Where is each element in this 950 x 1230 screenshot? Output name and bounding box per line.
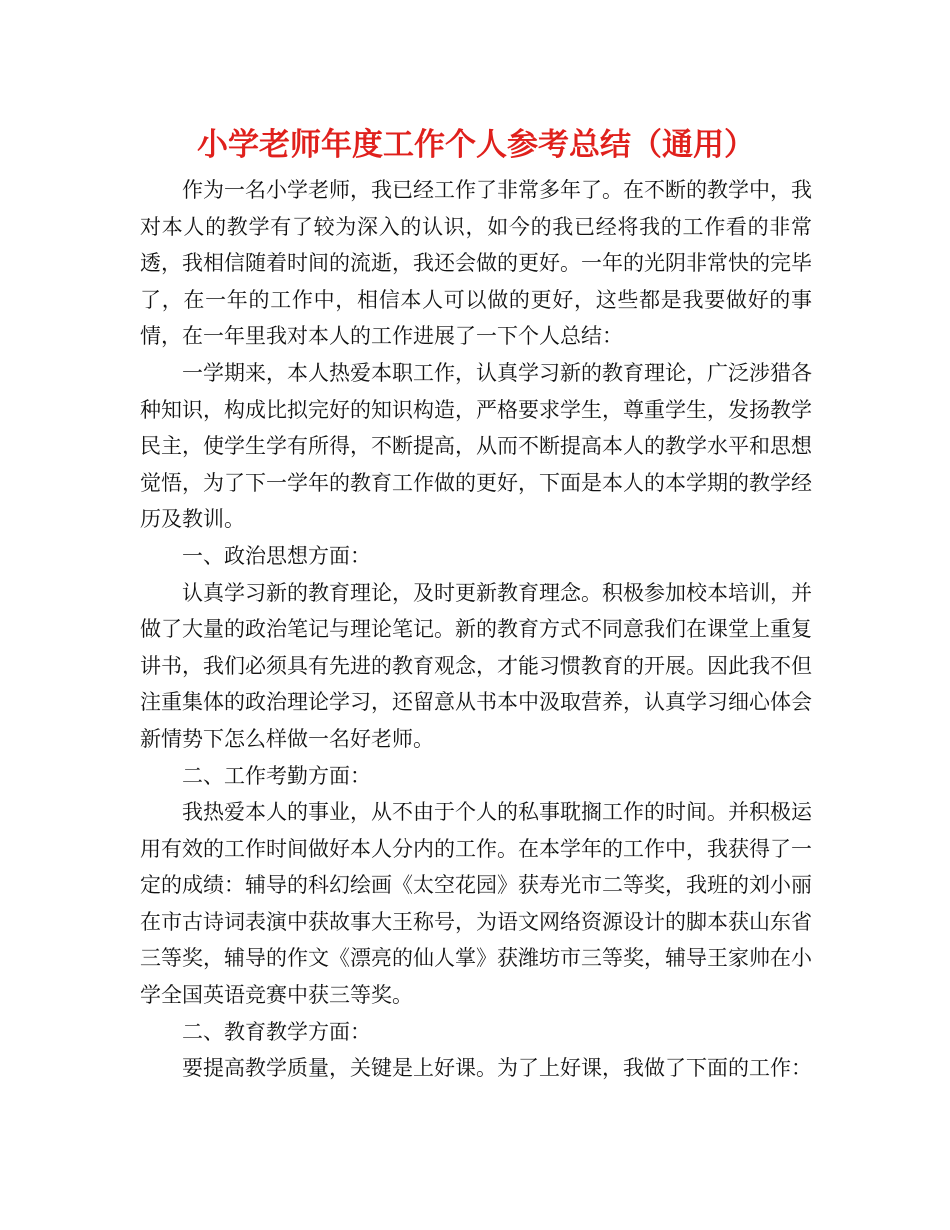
paragraph-political: 认真学习新的教育理论，及时更新教育理念。积极参加校本培训，并做了大量的政治笔记与理论笔记。新的教育方式不同意我们在课堂上重复讲书，我们必须具有先进的教育观念，才能习惯教育的开展。因此我不但注重集体的政治理论学习，还留意从书本中汲取营养，认真学习细心体会新情势下怎么样做一名好老师。 (140, 580, 812, 751)
section-heading-teaching: 二、教育教学方面： (182, 1019, 371, 1044)
paragraph-attendance: 我热爱本人的事业，从不由于个人的私事耽搁工作的时间。并积极运用有效的工作时间做好本人分内的工作。在本学年的工作中，我获得了一定的成绩：辅导的科幻绘画《太空花园》获寿光市二等奖，我班的刘小丽在市古诗词表演中获故事大王称号，为语文网络资源设计的脚本获山东省三等奖，辅导的作文《漂亮的仙人掌》获潍坊市三等奖，辅导王家帅在小学全国英语竞赛中获三等奖。 (140, 800, 812, 1008)
document-title: 小学老师年度工作个人参考总结（通用） (197, 127, 755, 163)
paragraph-intro: 作为一名小学老师，我已经工作了非常多年了。在不断的教学中，我对本人的教学有了较为深入的认识，如今的我已经将我的工作看的非常透，我相信随着时间的流逝，我还会做的更好。一年的光阴非常快的完毕了，在一年的工作中，相信本人可以做的更好，这些都是我要做好的事情，在一年里我对本人的工作进展了一下个人总结： (140, 178, 812, 349)
paragraph-semester-overview: 一学期来，本人热爱本职工作，认真学习新的教育理论，广泛涉猎各种知识，构成比拟完好的知识构造，严格要求学生，尊重学生，发扬教学民主，使学生学有所得，不断提高，从而不断提高本人的教学水平和思想觉悟，为了下一学年的教育工作做的更好，下面是本人的本学期的教学经历及教训。 (140, 360, 812, 532)
paragraph-teaching: 要提高教学质量，关键是上好课。为了上好课，我做了下面的工作： (182, 1056, 812, 1081)
section-heading-attendance: 二、工作考勤方面： (182, 763, 371, 788)
document-page (140, 122, 812, 1087)
section-heading-political: 一、政治思想方面： (182, 543, 371, 568)
